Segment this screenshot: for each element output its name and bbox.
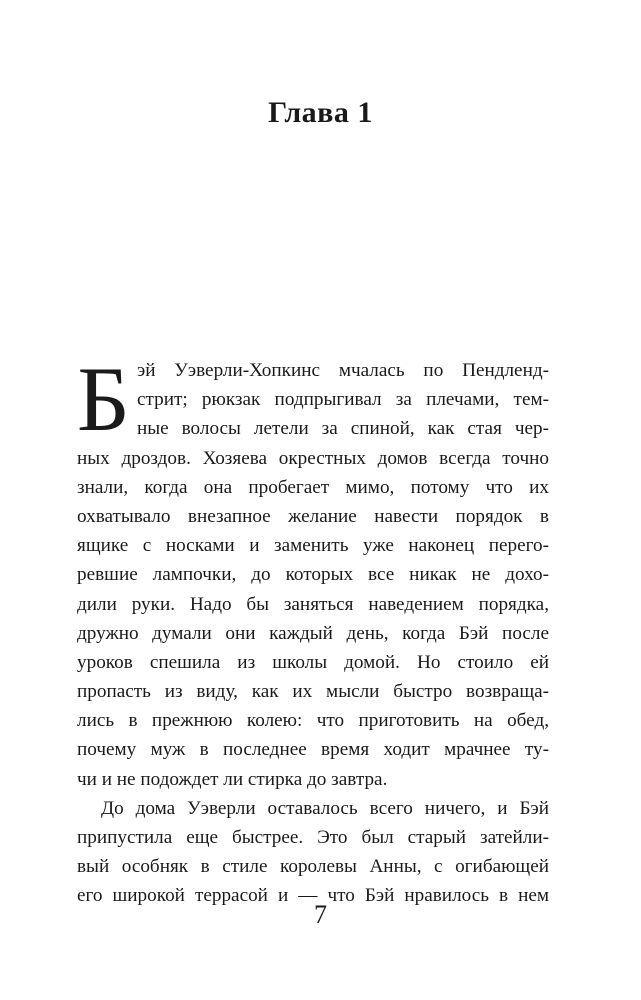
text-line: вый особняк в стиле королевы Анны, с огибающей (77, 856, 549, 878)
text-line: ревшие лампочки, до которых все никак не дохо- (77, 564, 549, 586)
text-line: почему муж в последнее время ходит мрачнее ту- (77, 739, 549, 761)
text-line: лись в прежнюю колею: что приготовить на обед, (77, 710, 549, 732)
text-line: припустила еще быстрее. Это был старый затейли- (77, 827, 549, 848)
chapter-title: Глава 1 (268, 96, 373, 129)
text-line: чи и не подождет ли стирка до завтра. (77, 768, 388, 790)
text-line: ных дроздов. Хозяева окрестных домов всегда точно (77, 447, 549, 469)
drop-cap: Б (77, 348, 130, 450)
text-line: уроков спешила из школы домой. Но стоило ей (77, 651, 549, 673)
text-line: стрит; рюкзак подпрыгивал за плечами, тем- (137, 389, 549, 411)
text-line: эй Уэверли-Хопкинс мчалась по Пендленд- (137, 360, 549, 381)
text-line: знали, когда она пробегает мимо, потому что их (77, 476, 549, 498)
text-line: ящике с носками и заменить уже наконец перего- (77, 535, 549, 557)
text-line: дили руки. Надо бы заняться наведением порядка, (77, 593, 549, 615)
text-line: До дома Уэверли оставалось всего ничего, и Бэй (101, 797, 549, 819)
text-line: охватывало внезапное желание навести порядок в (77, 505, 549, 527)
text-line: пропасть из виду, как их мысли быстро возвраща- (77, 681, 549, 703)
text-line: его широкой террасой и — что Бэй нравилось в нем (77, 885, 549, 907)
text-line: дружно думали они каждый день, когда Бэй после (77, 622, 549, 644)
page-number: 7 (314, 900, 327, 929)
body-text (77, 348, 549, 911)
text-line: ные волосы летели за спиной, как стая чер- (137, 418, 549, 440)
